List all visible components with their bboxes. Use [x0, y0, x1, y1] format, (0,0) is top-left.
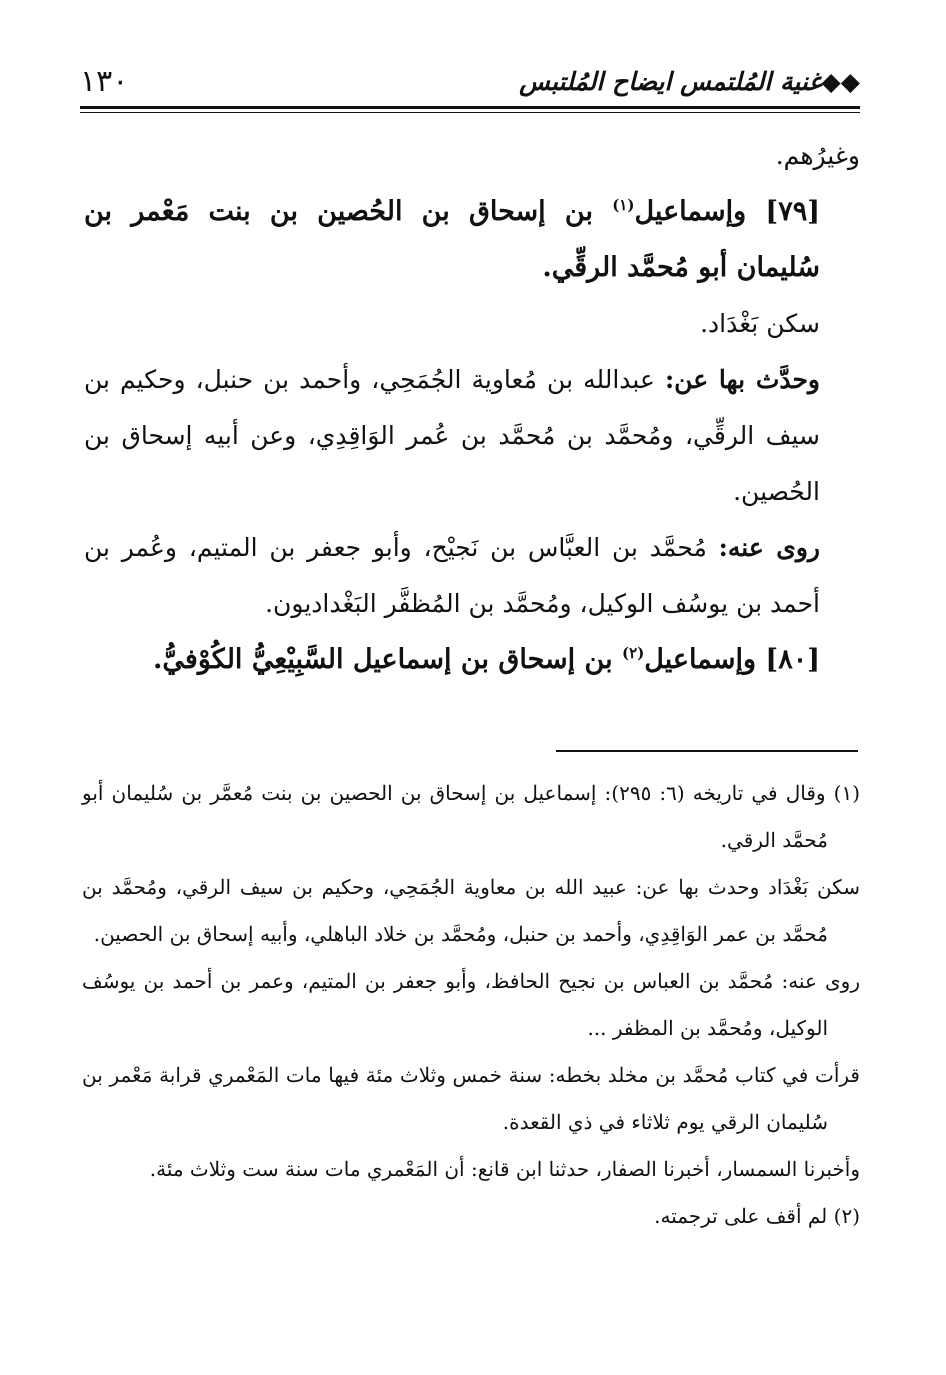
entry-79-name-start: وإسماعيل: [634, 196, 747, 227]
entry-79-name-rest: بن إسحاق بن الحُصين بن بنت مَعْمر بن سُليمان أبو مُحمَّد الرقِّي.: [84, 196, 820, 283]
footnote-ref-2[interactable]: (٢): [622, 644, 645, 662]
haddath-text: عبدالله بن مُعاوية الجُمَحِي، وأحمد بن حنبل، وحكيم بن سيف الرقِّي، ومُحمَّد بن مُحمَّد بن عُمر الوَاقِدِي، وعن أبيه إسحاق بن الحُصين.: [84, 365, 820, 506]
footnote-2: (٢) لم أقف على ترجمته.: [654, 1204, 860, 1228]
footnote-1-narrators: روى عنه: مُحمَّد بن العباس بن نجيح الحافظ، وأبو جعفر بن المتيم، وعمر بن أحمد بن يوسُف الوكيل، ومُحمَّد بن المظفر ...: [82, 969, 860, 1040]
entry-80-name-rest: بن إسحاق بن إسماعيل السَّبِيْعِيُّ الكُوْفيُّ.: [153, 644, 613, 675]
footnote-1-residence: سكن بَغْدَاد وحدث بها عن: عبيد الله بن معاوية الجُمَحِي، وحكيم بن سيف الرقي، ومُحمَّد بن مُحمَّد بن عمر الوَاقِدِي، وأحمد بن حنبل، ومُحمَّد بن خلاد الباهلي، وأبيه إسحاق بن الحصين.: [82, 875, 860, 946]
residence-line: سكن بَغْدَاد.: [700, 309, 820, 338]
footnotes: [82, 770, 860, 1240]
footnote-separator: [556, 750, 858, 752]
continuation-line: وغيرُهم.: [775, 141, 860, 170]
haddath-paragraph: [84, 352, 860, 520]
entry-79-heading: [84, 184, 860, 296]
entry-80-number: [٨٠]: [765, 644, 820, 675]
footnote-1-intro: (١) وقال في تاريخه (٦: ٢٩٥): إسماعيل بن إسحاق بن الحصين بن بنت مُعمَّر بن سُليمان أبو مُحمَّد الرقي.: [82, 781, 860, 852]
entry-79-number: [٧٩]: [765, 196, 820, 227]
rawa-label: روى عنه:: [718, 533, 820, 562]
footnote-1-death-note: قرأت في كتاب مُحمَّد بن مخلد بخطه: سنة خمس وثلاث مئة فيها مات المَعْمري قرابة مَعْمر بن سُليمان الرقي يوم ثلاثاء في ذي القعدة.: [82, 1063, 860, 1134]
main-text: [84, 128, 860, 688]
footnote-1-death-alt: وأخبرنا السمسار، أخبرنا الصفار، حدثنا ابن قانع: أن المَعْمري مات سنة ست وثلاث مئة.: [149, 1157, 860, 1181]
haddath-label: وحدَّث بها عن:: [664, 365, 820, 394]
page-number: ١٣٠: [80, 63, 129, 99]
footnote-ref-1[interactable]: (١): [612, 196, 635, 214]
entry-80-heading: [84, 632, 860, 688]
page-header: [80, 58, 860, 104]
entry-80-name-start: وإسماعيل: [644, 644, 757, 675]
rawa-paragraph: [84, 520, 860, 632]
running-title: غنية المُلتمس ايضاح المُلتبس◆◆: [519, 66, 860, 96]
rawa-text: مُحمَّد بن العبَّاس بن نَجيْح، وأبو جعفر بن المتيم، وعُمر بن أحمد بن يوسُف الوكيل، ومُحمَّد بن المُظفَّر البَغْداديون.: [84, 533, 820, 618]
header-rule: [80, 106, 860, 113]
